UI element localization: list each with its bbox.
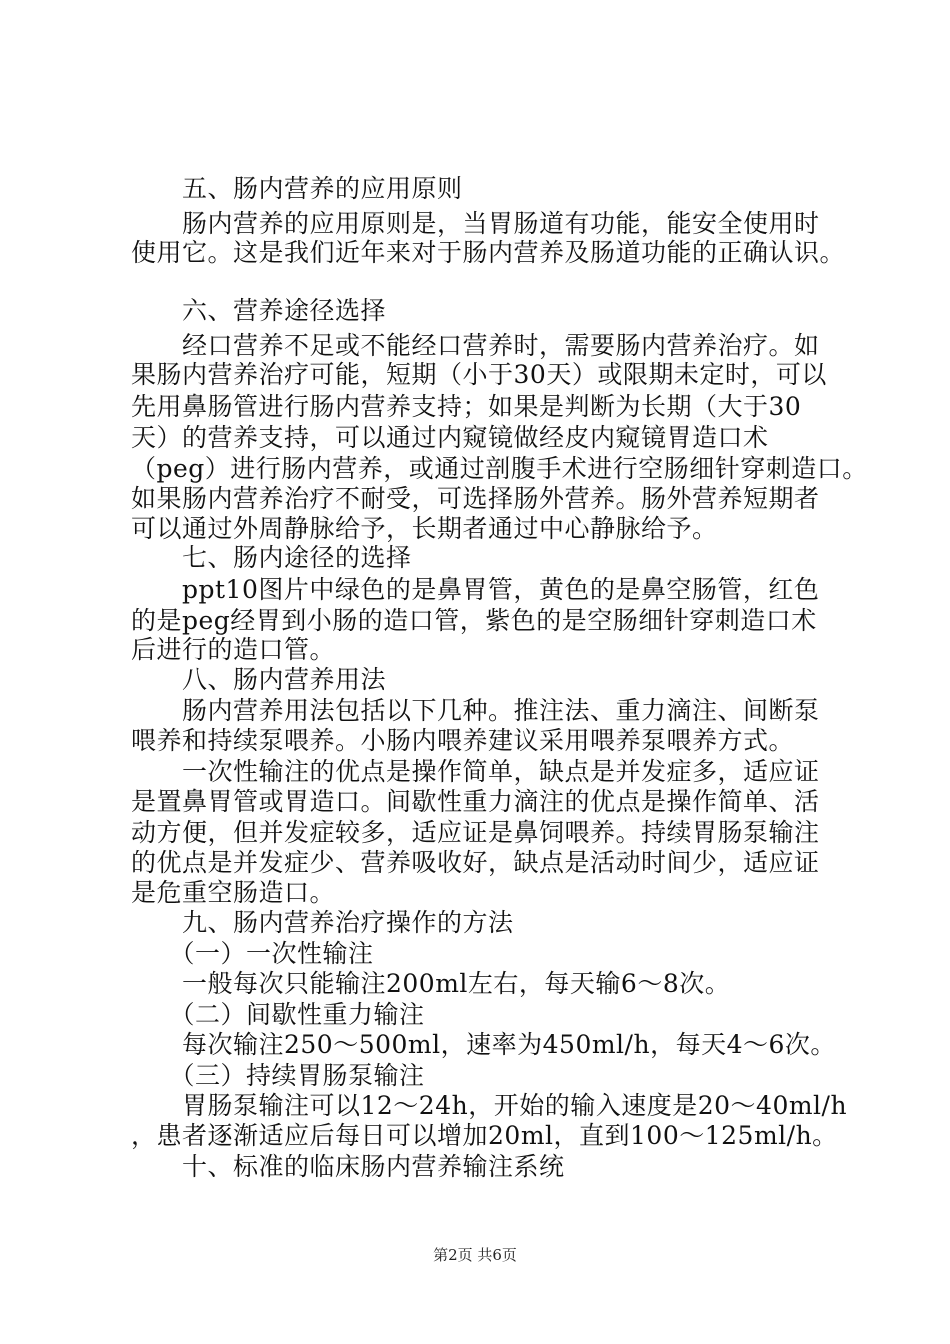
paragraph-line: 可以通过外周静脉给予，长期者通过中心静脉给予。 [131,514,718,543]
section-heading-10: 十、标准的临床肠内营养输注系统 [131,1152,565,1181]
paragraph-line: 的优点是并发症少、营养吸收好，缺点是活动时间少，适应证 [131,848,820,877]
paragraph-line: 天）的营养支持，可以通过内窥镜做经皮内窥镜胃造口术 [131,423,769,452]
paragraph-line: 如果肠内营养治疗不耐受，可选择肠外营养。肠外营养短期者 [131,484,820,513]
paragraph-line: 一般每次只能输注200ml左右，每天输6～8次。 [131,969,731,998]
section-heading-8: 八、肠内营养用法 [131,665,387,694]
subsection-heading: （三）持续胃肠泵输注 [131,1061,425,1090]
paragraph-line: 后进行的造口管。 [131,635,336,664]
subsection-heading: （一）一次性输注 [131,939,374,968]
paragraph-line: 使用它。这是我们近年来对于肠内营养及肠道功能的正确认识。 [131,238,846,267]
section-heading-7: 七、肠内途径的选择 [131,543,412,572]
paragraph-line: 先用鼻肠管进行肠内营养支持；如果是判断为长期（大于30 [131,392,802,421]
section-heading-6: 六、营养途径选择 [131,296,387,325]
paragraph-line: 肠内营养用法包括以下几种。推注法、重力滴注、间断泵 [131,696,820,725]
section-heading-5: 五、肠内营养的应用原则 [131,174,463,203]
paragraph-line: ，患者逐渐适应后每日可以增加20ml，直到100～125ml/h。 [131,1121,838,1150]
paragraph-line: 动方便，但并发症较多，适应证是鼻饲喂养。持续胃肠泵输注 [131,818,820,847]
paragraph-line: 喂养和持续泵喂养。小肠内喂养建议采用喂养泵喂养方式。 [131,726,795,755]
paragraph-line: 一次性输注的优点是操作简单，缺点是并发症多，适应证 [131,757,820,786]
paragraph-line: 肠内营养的应用原则是，当胃肠道有功能，能安全使用时 [131,209,820,238]
section-heading-9: 九、肠内营养治疗操作的方法 [131,908,514,937]
subsection-heading: （二）间歇性重力输注 [131,1000,425,1029]
paragraph-line: 胃肠泵输注可以12～24h，开始的输入速度是20～40ml/h [131,1091,848,1120]
paragraph-line: 经口营养不足或不能经口营养时，需要肠内营养治疗。如 [131,331,820,360]
paragraph-line: 是危重空肠造口。 [131,878,336,907]
paragraph-line: ppt10图片中绿色的是鼻胃管，黄色的是鼻空肠管，红色 [131,575,820,604]
paragraph-line: （peg）进行肠内营养，或通过剖腹手术进行空肠细针穿刺造口。 [131,454,868,483]
paragraph-line: 每次输注250～500ml，速率为450ml/h，每天4～6次。 [131,1030,836,1059]
paragraph-line: 是置鼻胃管或胃造口。间歇性重力滴注的优点是操作简单、活 [131,787,820,816]
paragraph-line: 果肠内营养治疗可能，短期（小于30天）或限期未定时，可以 [131,360,827,389]
paragraph-line: 的是peg经胃到小肠的造口管，紫色的是空肠细针穿刺造口术 [131,606,817,635]
page-number-footer: 第2页 共6页 [433,1246,517,1264]
